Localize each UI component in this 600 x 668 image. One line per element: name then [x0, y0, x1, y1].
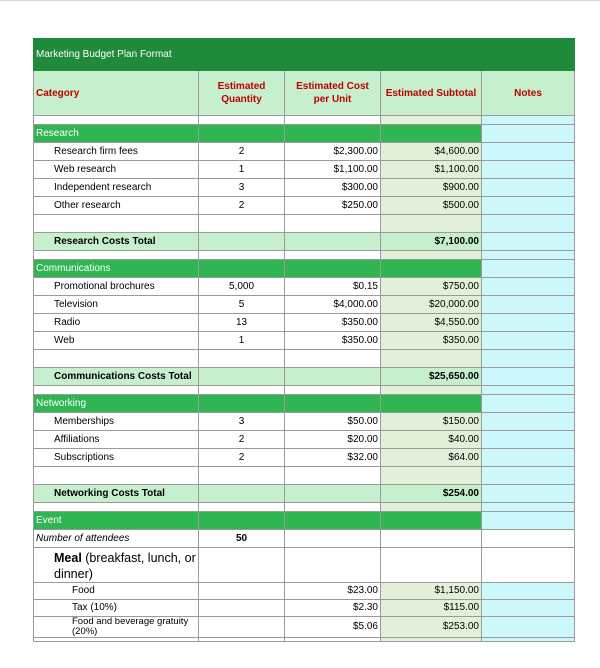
- item-quantity[interactable]: 2: [199, 431, 285, 449]
- notes-cell[interactable]: [482, 617, 575, 638]
- notes-cell[interactable]: [482, 368, 575, 386]
- item-name[interactable]: Affiliations: [34, 431, 199, 449]
- cell[interactable]: [199, 485, 285, 503]
- cell[interactable]: [34, 350, 199, 368]
- item-cost[interactable]: $20.00: [285, 431, 381, 449]
- section-label[interactable]: Networking: [34, 395, 199, 413]
- header-row: [34, 71, 575, 116]
- item-cost[interactable]: $250.00: [285, 197, 381, 215]
- table-row: [34, 197, 575, 215]
- cell[interactable]: [199, 386, 285, 395]
- cell[interactable]: [381, 503, 482, 512]
- cell[interactable]: [199, 503, 285, 512]
- notes-cell[interactable]: [482, 278, 575, 296]
- notes-cell[interactable]: [482, 215, 575, 233]
- header-category[interactable]: Category: [34, 71, 199, 116]
- item-cost[interactable]: $300.00: [285, 179, 381, 197]
- table-row: [34, 314, 575, 332]
- notes-cell[interactable]: [482, 161, 575, 179]
- item-quantity[interactable]: 3: [199, 413, 285, 431]
- item-cost[interactable]: $50.00: [285, 413, 381, 431]
- item-name[interactable]: Web research: [34, 161, 199, 179]
- item-subtotal[interactable]: $64.00: [381, 449, 482, 467]
- total-value[interactable]: $25,650.00: [381, 368, 482, 386]
- item-quantity[interactable]: 1: [199, 161, 285, 179]
- cell[interactable]: [199, 368, 285, 386]
- header-cost[interactable]: Estimated Cost per Unit: [285, 71, 381, 116]
- item-cost[interactable]: $23.00: [285, 583, 381, 600]
- notes-cell[interactable]: [482, 197, 575, 215]
- notes-cell[interactable]: [482, 125, 575, 143]
- item-name[interactable]: Food and beverage gratuity (20%): [34, 617, 199, 638]
- spacer-row: [34, 116, 575, 125]
- cell[interactable]: [381, 116, 482, 125]
- cell[interactable]: [381, 251, 482, 260]
- item-quantity[interactable]: 2: [199, 449, 285, 467]
- cell[interactable]: [34, 386, 199, 395]
- blank-row: [34, 350, 575, 368]
- cell[interactable]: [199, 467, 285, 485]
- item-subtotal[interactable]: $20,000.00: [381, 296, 482, 314]
- item-name[interactable]: Radio: [34, 314, 199, 332]
- total-label[interactable]: Research Costs Total: [34, 233, 199, 251]
- cell[interactable]: [199, 125, 285, 143]
- cell[interactable]: [199, 638, 285, 642]
- cell[interactable]: [199, 395, 285, 413]
- table-row: [34, 449, 575, 467]
- cell[interactable]: [199, 548, 285, 583]
- item-quantity[interactable]: 2: [199, 197, 285, 215]
- item-subtotal[interactable]: $1,150.00: [381, 583, 482, 600]
- item-name[interactable]: Promotional brochures: [34, 278, 199, 296]
- item-quantity[interactable]: 5: [199, 296, 285, 314]
- item-cost[interactable]: $5.06: [285, 617, 381, 638]
- cell[interactable]: [285, 530, 381, 548]
- cell[interactable]: [34, 503, 199, 512]
- cell[interactable]: [34, 467, 199, 485]
- table-row: [34, 143, 575, 161]
- meal-label: Meal: [54, 551, 82, 565]
- cell[interactable]: [34, 215, 199, 233]
- cell[interactable]: [199, 583, 285, 600]
- cell[interactable]: [199, 260, 285, 278]
- notes-cell[interactable]: [482, 431, 575, 449]
- cell[interactable]: [285, 368, 381, 386]
- item-quantity[interactable]: 5,000: [199, 278, 285, 296]
- total-row-networking: [34, 485, 575, 503]
- notes-cell[interactable]: [482, 143, 575, 161]
- cell[interactable]: [381, 350, 482, 368]
- attendees-value[interactable]: 50: [199, 530, 285, 548]
- cell[interactable]: [285, 467, 381, 485]
- item-cost[interactable]: $350.00: [285, 314, 381, 332]
- cell[interactable]: [381, 395, 482, 413]
- cell[interactable]: [482, 530, 575, 548]
- section-label[interactable]: Research: [34, 125, 199, 143]
- cell[interactable]: [199, 233, 285, 251]
- total-label[interactable]: Networking Costs Total: [34, 485, 199, 503]
- total-row-communications: [34, 368, 575, 386]
- cell[interactable]: [285, 395, 381, 413]
- notes-cell[interactable]: [482, 413, 575, 431]
- item-name[interactable]: Television: [34, 296, 199, 314]
- table-row: [34, 431, 575, 449]
- notes-cell[interactable]: [482, 512, 575, 530]
- cell[interactable]: [381, 548, 482, 583]
- item-subtotal[interactable]: $900.00: [381, 179, 482, 197]
- notes-cell[interactable]: [482, 260, 575, 278]
- cell[interactable]: [482, 116, 575, 125]
- cell[interactable]: [285, 116, 381, 125]
- item-subtotal[interactable]: $4,550.00: [381, 314, 482, 332]
- meal-label-cell[interactable]: [34, 548, 199, 583]
- spacer-row: [34, 386, 575, 395]
- attendees-row: [34, 530, 575, 548]
- cell[interactable]: [199, 617, 285, 638]
- item-quantity[interactable]: 3: [199, 179, 285, 197]
- cell[interactable]: [285, 485, 381, 503]
- item-subtotal[interactable]: $150.00: [381, 413, 482, 431]
- cell[interactable]: [199, 350, 285, 368]
- spacer-row: [34, 503, 575, 512]
- cell[interactable]: [285, 260, 381, 278]
- total-value[interactable]: $254.00: [381, 485, 482, 503]
- section-row-research: [34, 125, 575, 143]
- item-subtotal[interactable]: $500.00: [381, 197, 482, 215]
- cell[interactable]: [482, 503, 575, 512]
- spacer-row: [34, 251, 575, 260]
- notes-cell[interactable]: [482, 485, 575, 503]
- cell[interactable]: [482, 548, 575, 583]
- item-name[interactable]: Other research: [34, 197, 199, 215]
- cell[interactable]: [381, 215, 482, 233]
- section-row-networking: [34, 395, 575, 413]
- notes-cell[interactable]: [482, 638, 575, 642]
- item-quantity[interactable]: 2: [199, 143, 285, 161]
- item-subtotal[interactable]: $1,100.00: [381, 161, 482, 179]
- notes-cell[interactable]: [482, 449, 575, 467]
- notes-cell[interactable]: [482, 583, 575, 600]
- section-row-event: [34, 512, 575, 530]
- item-subtotal[interactable]: $115.00: [381, 600, 482, 617]
- cell[interactable]: [285, 350, 381, 368]
- header-notes[interactable]: Notes: [482, 71, 575, 116]
- blank-row: [34, 467, 575, 485]
- sheet-title: Marketing Budget Plan Format: [34, 39, 575, 71]
- item-name[interactable]: Tax (10%): [34, 600, 199, 617]
- item-cost[interactable]: $1,100.00: [285, 161, 381, 179]
- cell[interactable]: [199, 215, 285, 233]
- cell[interactable]: [285, 503, 381, 512]
- item-cost[interactable]: $4,000.00: [285, 296, 381, 314]
- table-row: [34, 413, 575, 431]
- cell[interactable]: [381, 530, 482, 548]
- table-row: [34, 600, 575, 617]
- notes-cell[interactable]: [482, 350, 575, 368]
- item-cost[interactable]: $32.00: [285, 449, 381, 467]
- cell[interactable]: [285, 233, 381, 251]
- item-name[interactable]: Web: [34, 332, 199, 350]
- section-label[interactable]: Communications: [34, 260, 199, 278]
- cell[interactable]: [34, 251, 199, 260]
- cell[interactable]: [381, 638, 482, 642]
- total-row-research: [34, 233, 575, 251]
- table-row: [34, 617, 575, 638]
- item-name[interactable]: Subscriptions: [34, 449, 199, 467]
- item-subtotal[interactable]: $750.00: [381, 278, 482, 296]
- cell[interactable]: [285, 512, 381, 530]
- budget-table: [33, 38, 575, 642]
- table-row: [34, 179, 575, 197]
- cell[interactable]: [199, 116, 285, 125]
- item-subtotal[interactable]: $40.00: [381, 431, 482, 449]
- header-quantity[interactable]: Estimated Quantity: [199, 71, 285, 116]
- cell[interactable]: [381, 467, 482, 485]
- item-quantity[interactable]: 13: [199, 314, 285, 332]
- table-row: [34, 161, 575, 179]
- notes-cell[interactable]: [482, 314, 575, 332]
- cell[interactable]: [381, 260, 482, 278]
- table-row: [34, 296, 575, 314]
- item-subtotal[interactable]: $4,600.00: [381, 143, 482, 161]
- cell[interactable]: [285, 386, 381, 395]
- table-row: [34, 332, 575, 350]
- cell[interactable]: [285, 251, 381, 260]
- cell[interactable]: [34, 638, 199, 642]
- notes-cell[interactable]: [482, 600, 575, 617]
- total-value[interactable]: $7,100.00: [381, 233, 482, 251]
- meal-detail: (breakfast, lunch, or dinner): [54, 551, 196, 581]
- cell[interactable]: [34, 116, 199, 125]
- cell[interactable]: [199, 251, 285, 260]
- cell[interactable]: [482, 251, 575, 260]
- blank-row: [34, 215, 575, 233]
- cell[interactable]: [285, 125, 381, 143]
- item-cost[interactable]: $2,300.00: [285, 143, 381, 161]
- section-label[interactable]: Event: [34, 512, 199, 530]
- table-row: [34, 583, 575, 600]
- section-row-communications: [34, 260, 575, 278]
- item-cost[interactable]: $2.30: [285, 600, 381, 617]
- cell[interactable]: [285, 548, 381, 583]
- notes-cell[interactable]: [482, 395, 575, 413]
- attendees-label[interactable]: Number of attendees: [34, 530, 199, 548]
- notes-cell[interactable]: [482, 179, 575, 197]
- cell[interactable]: [285, 638, 381, 642]
- cell[interactable]: [482, 386, 575, 395]
- cell[interactable]: [199, 600, 285, 617]
- cell[interactable]: [381, 125, 482, 143]
- notes-cell[interactable]: [482, 233, 575, 251]
- cell[interactable]: [381, 512, 482, 530]
- cell[interactable]: [199, 512, 285, 530]
- total-label[interactable]: Communications Costs Total: [34, 368, 199, 386]
- item-subtotal[interactable]: $253.00: [381, 617, 482, 638]
- header-subtotal[interactable]: Estimated Subtotal: [381, 71, 482, 116]
- item-name[interactable]: Memberships: [34, 413, 199, 431]
- item-quantity[interactable]: 1: [199, 332, 285, 350]
- item-name[interactable]: Independent research: [34, 179, 199, 197]
- item-subtotal[interactable]: $350.00: [381, 332, 482, 350]
- notes-cell[interactable]: [482, 296, 575, 314]
- notes-cell[interactable]: [482, 467, 575, 485]
- title-row: [34, 39, 575, 71]
- notes-cell[interactable]: [482, 332, 575, 350]
- table-row: [34, 278, 575, 296]
- blank-row: [34, 638, 575, 642]
- item-name[interactable]: Food: [34, 583, 199, 600]
- item-cost[interactable]: $0.15: [285, 278, 381, 296]
- item-name[interactable]: Research firm fees: [34, 143, 199, 161]
- cell[interactable]: [285, 215, 381, 233]
- meal-row: [34, 548, 575, 583]
- cell[interactable]: [381, 386, 482, 395]
- item-cost[interactable]: $350.00: [285, 332, 381, 350]
